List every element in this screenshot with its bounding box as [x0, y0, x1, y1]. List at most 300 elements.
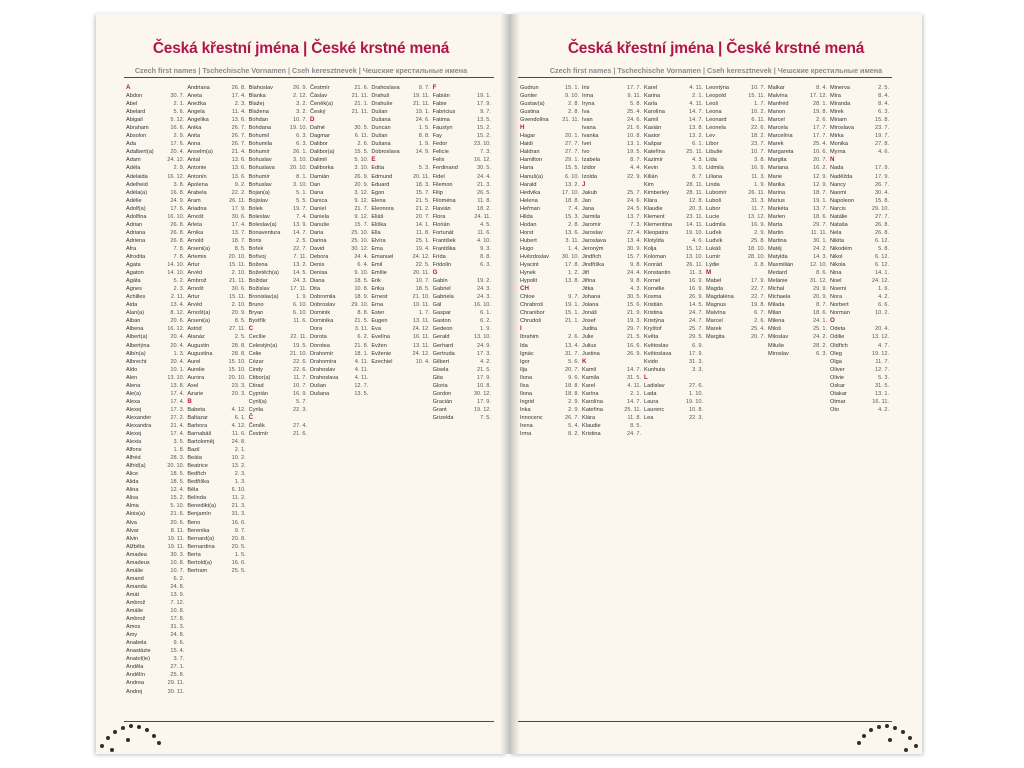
- name-row: [768, 269, 827, 277]
- name-row: [768, 301, 827, 309]
- first-name: Norbert: [830, 302, 849, 309]
- first-name: Klára: [582, 414, 596, 421]
- letter-heading: B: [187, 397, 192, 405]
- first-name: Boris: [248, 237, 262, 244]
- decorative-dot: [145, 728, 149, 732]
- name-day-date: 29. 10.: [871, 205, 889, 212]
- name-row: [582, 92, 641, 100]
- name-day-date: 27. 7.: [875, 213, 889, 220]
- name-day-date: 25. 7.: [627, 189, 641, 196]
- name-row: [830, 358, 889, 366]
- name-row: [310, 325, 368, 333]
- name-day-date: 17. 4.: [231, 93, 246, 100]
- name-row: [830, 108, 889, 116]
- name-day-date: 17. 4.: [231, 221, 246, 228]
- name-day-date: 10. 8.: [627, 133, 641, 140]
- name-column: [644, 84, 706, 714]
- name-day-date: 22. 9.: [627, 173, 641, 180]
- name-day-date: 24. 7.: [689, 310, 703, 317]
- first-name: Malkar: [768, 85, 785, 91]
- name-row: [644, 140, 703, 148]
- first-name: Laurenc: [644, 406, 665, 413]
- first-name: Gilbert: [432, 358, 450, 365]
- name-row: [126, 189, 184, 197]
- first-name: Karla: [644, 101, 658, 108]
- name-day-date: 21. 5.: [627, 334, 641, 341]
- first-name: Medard: [768, 270, 787, 277]
- first-name: Albrecht: [126, 358, 147, 365]
- name-day-date: 30. 10.: [561, 253, 579, 260]
- first-name: Karina: [644, 93, 661, 100]
- first-name: Ida: [520, 342, 528, 349]
- decorative-dot: [126, 738, 130, 742]
- name-day-date: 26. 7.: [231, 133, 246, 140]
- name-row: [644, 213, 703, 221]
- first-name: Ambrož: [126, 616, 146, 623]
- first-name: Kim: [644, 181, 654, 188]
- first-name: Filemon: [432, 181, 453, 188]
- first-name: Arnika: [187, 229, 204, 236]
- name-row: [126, 366, 184, 374]
- name-day-date: 20. 9.: [231, 310, 246, 317]
- first-name: Oskar: [830, 382, 845, 389]
- name-day-date: 22. 7.: [292, 245, 307, 252]
- first-name: Eugen: [371, 318, 388, 325]
- first-name: Kateřina: [644, 149, 665, 156]
- first-name: David: [309, 245, 325, 252]
- name-row: [126, 470, 184, 478]
- name-row: [644, 245, 703, 253]
- first-name: Lýdie: [706, 262, 720, 269]
- name-row: [433, 173, 491, 181]
- name-row: [126, 253, 184, 261]
- first-name: Arnošt: [187, 286, 204, 293]
- first-name: Erna: [371, 302, 384, 309]
- name-row: [768, 124, 827, 132]
- name-day-date: 24. 3.: [476, 294, 491, 301]
- name-day-date: 8. 11.: [170, 527, 185, 534]
- name-row: [310, 382, 368, 390]
- name-day-date: 9. 12.: [354, 213, 369, 220]
- name-row: [249, 382, 307, 390]
- name-day-date: 6. 1.: [234, 414, 246, 421]
- name-row: [249, 92, 307, 100]
- name-row: [520, 84, 579, 92]
- first-name: Ludvík: [706, 237, 723, 244]
- name-day-date: 14. 10.: [167, 262, 185, 269]
- name-row: [706, 189, 765, 197]
- name-day-date: 1. 5.: [418, 125, 430, 132]
- name-column: [249, 84, 310, 714]
- first-name: Bohuslav: [248, 157, 272, 164]
- name-row: [433, 366, 491, 374]
- name-row: [126, 309, 184, 317]
- name-day-date: 15. 7.: [354, 221, 369, 228]
- letter-heading: D: [309, 116, 315, 124]
- first-name: Haidi: [520, 141, 533, 148]
- name-day-date: 1. 10.: [689, 390, 703, 397]
- first-name: Bohdan: [248, 117, 268, 124]
- name-day-date: 1. 2.: [568, 270, 579, 277]
- first-name: Chrudoš: [520, 318, 542, 325]
- name-day-date: 21. 1.: [354, 101, 369, 108]
- name-row: [126, 285, 184, 293]
- name-column: [310, 84, 371, 714]
- first-name: Čeněk(a): [309, 101, 333, 108]
- name-day-date: 3. 12.: [354, 189, 369, 196]
- name-day-date: 13. 10.: [685, 253, 703, 260]
- name-day-date: 19. 11.: [412, 93, 430, 100]
- name-day-date: 16. 10.: [167, 213, 185, 220]
- name-row: [582, 140, 641, 148]
- first-name: Beáta: [187, 455, 202, 462]
- first-name: Kristýna: [644, 318, 665, 325]
- name-row: [830, 197, 889, 205]
- first-name: Fabie: [432, 101, 447, 108]
- name-day-date: 21. 8.: [354, 342, 369, 349]
- name-row: [830, 92, 889, 100]
- name-day-date: 6. 1.: [480, 310, 491, 317]
- name-day-date: 27. 11.: [228, 326, 246, 333]
- first-name: Gaston: [432, 318, 451, 325]
- first-name: Arnold: [187, 237, 204, 244]
- first-name: Gunter: [520, 93, 538, 100]
- name-day-date: 11. 6.: [232, 431, 246, 438]
- name-day-date: 13. 11.: [412, 342, 430, 349]
- name-row: [310, 309, 368, 317]
- first-name: Abelard: [126, 109, 146, 116]
- first-name: Monika: [830, 141, 849, 148]
- first-name: Markéta: [768, 205, 789, 212]
- name-day-date: 4. 11.: [354, 366, 369, 373]
- first-name: Dalibor: [309, 141, 328, 148]
- name-day-date: 15. 8.: [875, 117, 889, 124]
- first-name: Gabriel: [432, 286, 451, 293]
- name-day-date: 10. 8.: [170, 608, 185, 615]
- first-name: Haldran: [520, 149, 540, 156]
- name-row: [187, 148, 245, 156]
- name-row: [249, 213, 307, 221]
- name-day-date: 8. 5.: [630, 422, 641, 429]
- name-row: [706, 84, 765, 92]
- first-name: Artemis: [187, 253, 207, 260]
- name-row: [582, 342, 641, 350]
- name-row: [582, 148, 641, 156]
- name-day-date: 5. 8.: [878, 245, 889, 252]
- first-name: Lucie: [706, 213, 720, 220]
- name-row: [126, 494, 184, 502]
- name-day-date: 15. 4.: [170, 648, 185, 655]
- name-row: [126, 317, 184, 325]
- first-name: Milada: [768, 302, 785, 309]
- first-name: Nikola: [830, 262, 846, 269]
- name-day-date: 12. 7.: [354, 382, 369, 389]
- name-row: [433, 181, 491, 189]
- letter-heading: C: [248, 325, 254, 333]
- first-name: Dora: [309, 326, 323, 333]
- first-name: Miloslav: [768, 334, 789, 341]
- first-name: Klára: [644, 197, 658, 204]
- name-row: [126, 655, 184, 663]
- first-name: Lída: [706, 157, 717, 164]
- name-day-date: 11. 7.: [875, 358, 889, 365]
- name-day-date: 24. 9.: [170, 197, 185, 204]
- first-name: Martin: [768, 229, 784, 236]
- name-day-date: 31. 7.: [565, 350, 579, 357]
- name-day-date: 25. 1.: [415, 237, 430, 244]
- name-day-date: 21. 10.: [412, 294, 430, 301]
- name-day-date: 29. 11.: [167, 680, 185, 687]
- name-day-date: 25. 4.: [627, 109, 641, 116]
- name-day-date: 8. 8.: [480, 253, 491, 260]
- name-day-date: 6. 2.: [480, 318, 491, 325]
- name-day-date: 6. 2.: [173, 575, 185, 582]
- name-row: [126, 671, 184, 679]
- name-day-date: 9. 10.: [565, 93, 579, 100]
- letter-heading: J: [582, 180, 586, 188]
- name-day-date: 26. 1.: [292, 149, 307, 156]
- name-row: [249, 156, 307, 164]
- first-name: Celie: [248, 350, 262, 357]
- first-name: Hana: [520, 165, 534, 172]
- name-day-date: 18. 5.: [415, 286, 430, 293]
- name-day-date: 2. 6.: [816, 117, 827, 124]
- name-day-date: 5. 3.: [418, 165, 430, 172]
- name-day-date: 13. 6.: [231, 157, 246, 164]
- first-name: Ilona: [520, 374, 533, 381]
- name-row: [126, 527, 184, 535]
- first-name: Judita: [582, 326, 597, 333]
- name-day-date: 15. 10.: [228, 366, 246, 373]
- decorative-dot: [877, 725, 881, 729]
- first-name: Boleslav: [248, 213, 270, 220]
- name-day-date: 30. 6.: [231, 213, 246, 220]
- name-row: [830, 205, 889, 213]
- first-name: Frída: [432, 253, 446, 260]
- name-row: [187, 213, 245, 221]
- name-day-date: 9. 2.: [234, 181, 246, 188]
- name-day-date: 19. 11.: [167, 535, 185, 542]
- name-day-date: 10. 2.: [231, 455, 246, 462]
- name-day-date: 20. 4.: [170, 149, 185, 156]
- name-row: [644, 398, 703, 406]
- name-day-date: 24. 3.: [292, 278, 307, 285]
- first-name: Gaspar: [432, 310, 451, 317]
- name-row: [433, 301, 491, 309]
- name-day-date: 15. 11.: [228, 294, 246, 301]
- name-column: [126, 84, 187, 714]
- first-name: Izidor: [582, 165, 596, 172]
- name-row: [706, 205, 765, 213]
- name-day-date: 28. 10.: [747, 253, 765, 260]
- name-row: [126, 269, 184, 277]
- name-day-date: 24. 5.: [627, 205, 641, 212]
- name-day-date: 14. 7.: [689, 117, 703, 124]
- name-day-date: 13. 7.: [231, 229, 246, 236]
- name-row: [768, 164, 827, 172]
- name-day-date: 8. 6.: [816, 270, 827, 277]
- name-day-date: 22. 6.: [751, 125, 765, 132]
- name-row: [582, 245, 641, 253]
- first-name: Marina: [768, 189, 786, 196]
- first-name: Bojan(a): [248, 189, 270, 196]
- first-name: Benedikt(a): [187, 503, 216, 510]
- name-row: [371, 342, 429, 350]
- name-day-date: 1. 3.: [234, 479, 246, 486]
- name-day-date: 13. 8.: [170, 382, 185, 389]
- name-day-date: 28. 2.: [813, 342, 827, 349]
- name-day-date: 14. 7.: [627, 366, 641, 373]
- name-row: [126, 575, 184, 583]
- decorative-dot: [137, 725, 141, 729]
- name-day-date: 20. 10.: [228, 253, 246, 260]
- first-name: Harald: [520, 181, 537, 188]
- first-name: Gál: [432, 302, 442, 309]
- name-row: [187, 422, 245, 430]
- name-row: [310, 333, 368, 341]
- name-day-date: 29. 10.: [351, 302, 369, 309]
- first-name: Augustin: [187, 342, 210, 349]
- name-day-date: 10. 4.: [415, 358, 430, 365]
- first-name: Klement: [644, 213, 665, 220]
- name-row: [187, 156, 245, 164]
- page-subtitle: Czech first names | Tschechische Vornamen | Cseh keresztnevek | Чешские крестильные имена: [134, 66, 468, 75]
- name-day-date: 8. 8.: [418, 133, 430, 140]
- name-day-date: 13. 10.: [473, 334, 491, 341]
- name-day-date: 11. 7.: [751, 205, 765, 212]
- name-column: [187, 84, 248, 714]
- name-row: [187, 510, 245, 518]
- first-name: Dušana: [371, 117, 391, 124]
- first-name: Božislav: [248, 286, 270, 293]
- name-row: [830, 221, 889, 229]
- name-row: [126, 237, 184, 245]
- first-name: Nina: [830, 270, 842, 277]
- first-name: Natálie: [830, 213, 848, 220]
- first-name: Aldo: [126, 366, 138, 373]
- letter-heading: M: [706, 269, 712, 277]
- name-day-date: 5. 12.: [170, 117, 185, 124]
- first-name: Fatima: [432, 117, 450, 124]
- name-day-date: 6. 11.: [354, 133, 369, 140]
- first-name: Dalimil: [309, 157, 327, 164]
- first-name: Mirek: [830, 109, 844, 116]
- decorative-dot: [908, 736, 912, 740]
- name-day-date: 19. 3.: [627, 318, 641, 325]
- name-row: [644, 116, 703, 124]
- name-row: [706, 245, 765, 253]
- first-name: Amálie: [126, 567, 144, 574]
- name-day-date: 24. 12.: [167, 157, 185, 164]
- name-day-date: 12. 7.: [875, 366, 889, 373]
- name-day-date: 13. 9.: [292, 221, 307, 228]
- name-row: [830, 140, 889, 148]
- name-row: [249, 189, 307, 197]
- name-row: [706, 148, 765, 156]
- name-columns: [126, 84, 494, 714]
- letter-heading: K: [582, 357, 587, 365]
- name-row: [249, 181, 307, 189]
- first-name: Belinda: [187, 495, 206, 502]
- first-name: Karína: [582, 390, 599, 397]
- first-name: Ingrid: [520, 398, 534, 405]
- first-name: Jiřina: [582, 278, 596, 285]
- name-day-date: 31. 5.: [627, 374, 641, 381]
- name-day-date: 26. 9.: [292, 85, 307, 91]
- name-day-date: 29. 7.: [813, 221, 827, 228]
- name-day-date: 26. 8.: [170, 237, 185, 244]
- first-name: Bořivoj: [248, 253, 266, 260]
- name-row: [644, 221, 703, 229]
- name-day-date: 9. 8.: [630, 262, 641, 269]
- name-day-date: 11. 2.: [232, 495, 246, 502]
- name-day-date: 27. 7.: [565, 149, 579, 156]
- first-name: Margareta: [768, 149, 794, 156]
- first-name: Artur: [187, 262, 200, 269]
- first-name: Kleopatra: [644, 229, 668, 236]
- name-row: [433, 237, 491, 245]
- first-name: Marcela: [768, 125, 788, 132]
- name-day-date: 17. 12.: [809, 93, 827, 100]
- name-row: [433, 350, 491, 358]
- first-name: Dana: [309, 189, 324, 196]
- name-day-date: 25. 10.: [351, 237, 369, 244]
- name-row: [126, 559, 184, 567]
- first-name: Alois(a): [126, 511, 145, 518]
- name-row: [582, 173, 641, 181]
- name-day-date: 4. 10.: [476, 237, 491, 244]
- title-rule: [518, 77, 892, 78]
- name-row: [126, 92, 184, 100]
- first-name: Ale(a): [126, 390, 141, 397]
- first-name: Norman: [830, 310, 850, 317]
- name-day-date: 20. 11.: [412, 173, 430, 180]
- name-row: [249, 406, 307, 414]
- first-name: Bystřík: [248, 318, 266, 325]
- name-row: [187, 454, 245, 462]
- name-day-date: 5. 6.: [173, 109, 185, 116]
- first-name: Oliver: [830, 366, 845, 373]
- name-row: [310, 221, 368, 229]
- first-name: Marcel: [768, 117, 785, 124]
- name-row: [433, 325, 491, 333]
- name-day-date: 10. 8.: [354, 286, 369, 293]
- first-name: Miranda: [830, 101, 851, 108]
- first-name: Bohumír: [248, 173, 270, 180]
- name-row: [187, 390, 245, 398]
- name-row: [768, 132, 827, 140]
- first-name: Lukáš: [706, 245, 721, 252]
- first-name: Alban: [126, 318, 141, 325]
- name-day-date: 20. 7.: [415, 213, 430, 220]
- name-day-date: 10. 7.: [751, 85, 765, 91]
- first-name: Bertram: [187, 567, 208, 574]
- name-day-date: 24. 12.: [412, 350, 430, 357]
- name-row: [830, 293, 889, 301]
- first-name: Ferdinand: [432, 165, 458, 172]
- name-row: [126, 583, 184, 591]
- name-row: [644, 173, 703, 181]
- first-name: Aurel: [187, 358, 201, 365]
- name-row: [433, 148, 491, 156]
- page-title: Česká křestní jména | České krstné mená: [152, 40, 450, 57]
- name-row: [126, 398, 184, 406]
- name-day-date: 16. 11.: [412, 334, 430, 341]
- name-day-date: 13. 12.: [871, 334, 889, 341]
- name-row: [830, 309, 889, 317]
- name-row: [249, 317, 307, 325]
- name-day-date: 13. 4.: [627, 237, 641, 244]
